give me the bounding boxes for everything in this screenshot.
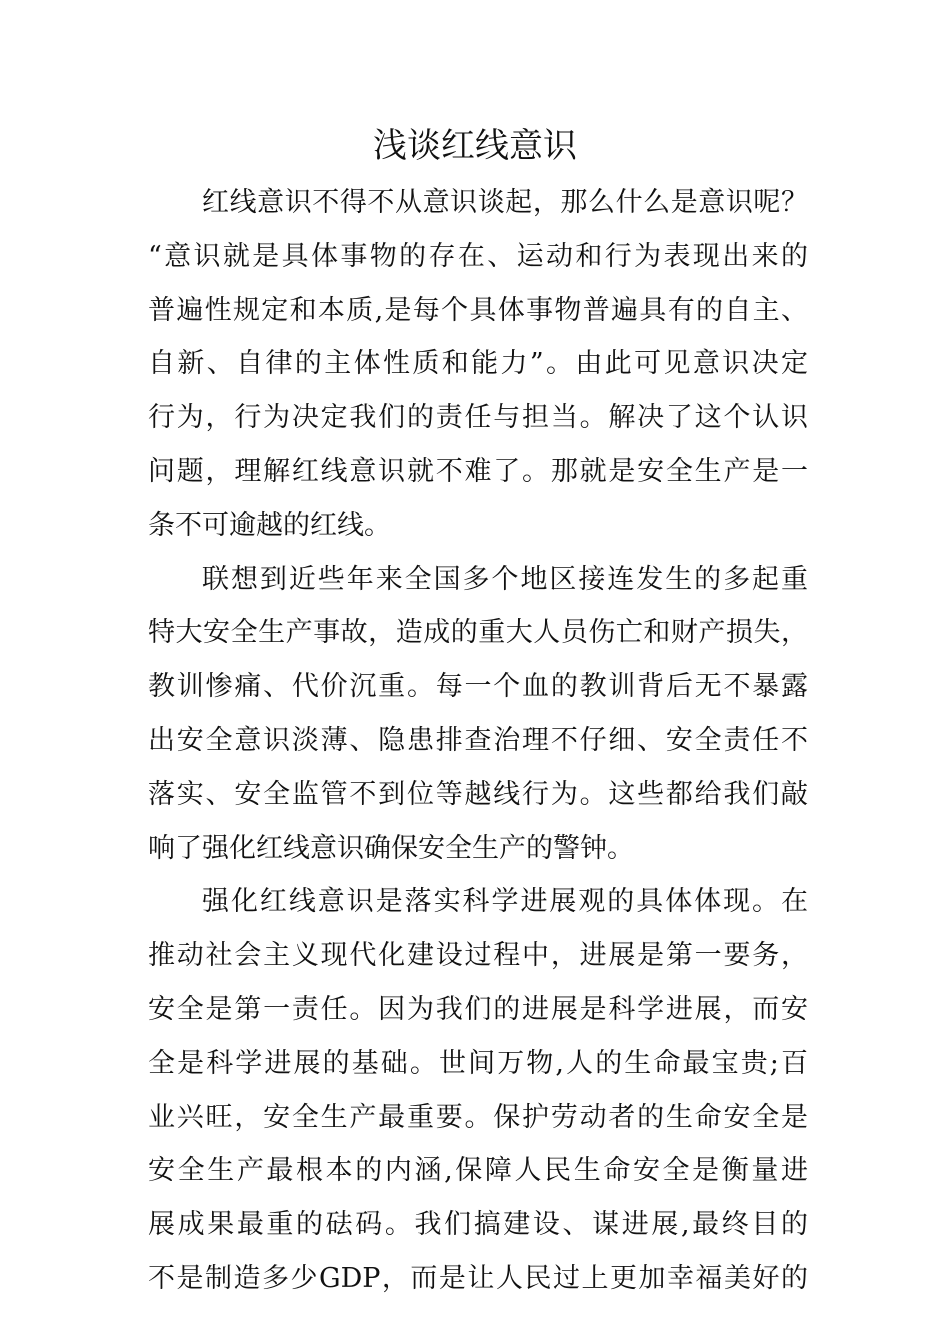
document-body [148, 176, 808, 1306]
text-line: 安全是第一责任。因为我们的进展是科学进展，而安 [148, 993, 808, 1025]
text-line: 业兴旺，安全生产最重要。保护劳动者的生命安全是 [148, 1101, 808, 1133]
text-line: 行为，行为决定我们的责任与担当。解决了这个认识 [148, 402, 808, 434]
text-line: 问题，理解红线意识就不难了。那就是安全生产是一 [148, 455, 808, 487]
text-line: 响了强化红线意识确保安全生产的警钟。 [148, 832, 634, 864]
text-line: 展成果最重的砝码。我们搞建设、谋进展,最终目的 [148, 1209, 808, 1241]
text-line: 不是制造多少GDP，而是让人民过上更加幸福美好的 [148, 1262, 808, 1294]
text-line: 红线意识不得不从意识谈起，那么什么是意识呢？ [202, 187, 808, 218]
text-line: 全是科学进展的基础。世间万物,人的生命最宝贵;百 [148, 1047, 808, 1079]
text-line: 强化红线意识是落实科学进展观的具体体现。在 [202, 886, 808, 918]
text-line: 安全生产最根本的内涵,保障人民生命安全是衡量进 [148, 1155, 808, 1187]
text-line: 出安全意识淡薄、隐患排查治理不仔细、安全责任不 [148, 724, 808, 756]
text-line: 教训惨痛、代价沉重。每一个血的教训背后无不暴露 [148, 671, 808, 703]
text-line: 落实、安全监管不到位等越线行为。这些都给我们敲 [148, 778, 808, 810]
text-line: 自新、自律的主体性质和能力”。由此可见意识决定 [148, 348, 808, 380]
text-line: 条不可逾越的红线。 [148, 509, 391, 541]
text-line: 推动社会主义现代化建设过程中，进展是第一要务， [148, 940, 808, 972]
text-line: 联想到近些年来全国多个地区接连发生的多起重 [202, 563, 808, 595]
text-line: 普遍性规定和本质,是每个具体事物普遍具有的自主、 [148, 294, 808, 326]
text-line: “意识就是具体事物的存在、运动和行为表现出来的 [148, 240, 808, 272]
text-line: 特大安全生产事故，造成的重大人员伤亡和财产损失， [148, 617, 808, 649]
document-title: 浅谈红线意识 [373, 126, 577, 166]
